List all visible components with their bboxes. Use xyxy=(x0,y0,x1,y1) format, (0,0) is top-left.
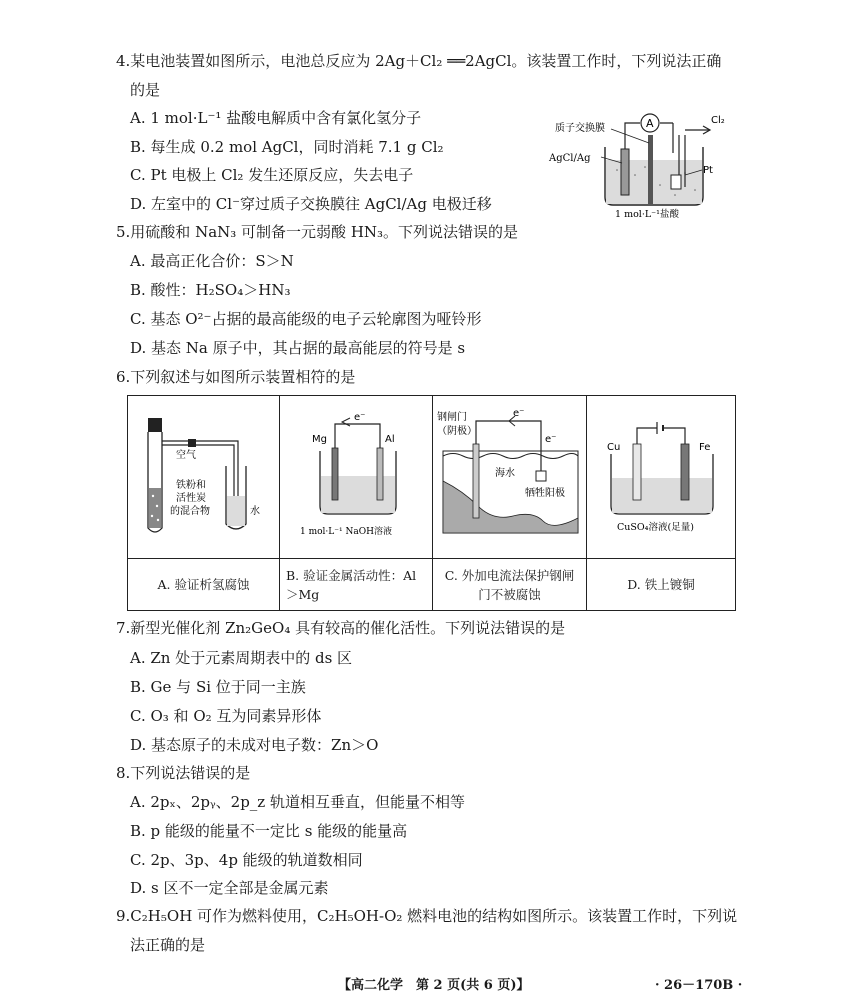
membrane-label: 质子交换膜 xyxy=(555,123,605,134)
fig-c-anode-label: 牺牲阳极 xyxy=(525,488,565,499)
fig-d-fe-label: Fe xyxy=(699,442,711,453)
electrochemical-cell-figure xyxy=(545,105,745,220)
fig-a-mix-label-2: 活性炭 xyxy=(176,493,206,504)
q4-option-d: D. 左室中的 Cl⁻穿过质子交换膜往 AgCl/Ag 电极迁移 xyxy=(130,195,492,213)
fig-d-caption-cell xyxy=(587,559,736,611)
q5-option-b: B. 酸性：H₂SO₄＞HN₃ xyxy=(130,281,291,299)
fig-b-drawing xyxy=(280,396,432,554)
page-footer: 【高二化学 第 2 页(共 6 页)】 xyxy=(338,978,530,993)
fig-a-mix-label-3: 的混合物 xyxy=(170,506,210,517)
q9-stem-line1: 9.C₂H₅OH 可作为燃料使用，C₂H₅OH-O₂ 燃料电池的结构如图所示。该装置工作时，下列说 xyxy=(116,907,738,925)
q7-option-b: B. Ge 与 Si 位于同一主族 xyxy=(130,678,306,696)
fig-a-caption-cell xyxy=(128,559,280,611)
q8-option-d: D. s 区不一定全部是金属元素 xyxy=(130,879,329,897)
fig-d-cu-label: Cu xyxy=(607,442,621,453)
fig-a-cell xyxy=(128,396,280,559)
fig-d-drawing xyxy=(587,396,735,554)
q4-option-c: C. Pt 电极上 Cl₂ 发生还原反应，失去电子 xyxy=(130,166,414,184)
fig-c-caption-cell xyxy=(433,559,587,611)
fig-d-solution-label: CuSO₄溶液(足量) xyxy=(617,522,694,533)
q9-stem-line2: 法正确的是 xyxy=(130,936,206,954)
fig-d-cell xyxy=(587,396,736,559)
fig-c-electron-label-1: e⁻ xyxy=(513,408,525,419)
q8-option-b: B. p 能级的能量不一定比 s 能级的能量高 xyxy=(130,822,408,840)
q5-option-a: A. 最高正化合价：S＞N xyxy=(130,252,294,270)
fig-b-caption-1: B. 验证金属活动性：Al xyxy=(286,567,417,583)
q7-option-d: D. 基态原子的未成对电子数：Zn＞O xyxy=(130,736,379,754)
fig-c-caption-2: 门不被腐蚀 xyxy=(478,586,541,602)
q6-figure-table xyxy=(127,395,736,611)
q6-stem: 6.下列叙述与如图所示装置相符的是 xyxy=(116,368,356,386)
q8-option-c: C. 2p、3p、4p 能级的轨道数相同 xyxy=(130,851,363,869)
q7-option-c: C. O₃ 和 O₂ 互为同素异形体 xyxy=(130,707,322,725)
electrolyte-label: 1 mol·L⁻¹盐酸 xyxy=(615,209,679,220)
q8-stem: 8.下列说法错误的是 xyxy=(116,764,251,782)
fig-c-gate-label: 钢闸门 xyxy=(437,412,467,423)
fig-b-cell xyxy=(280,396,433,559)
fig-a-water-label: 水 xyxy=(250,506,260,517)
chlorine-label: Cl₂ xyxy=(711,115,725,126)
pt-electrode-label: Pt xyxy=(703,165,713,176)
fig-c-caption-1: C. 外加电流法保护钢闸 xyxy=(444,567,575,583)
fig-b-al-label: Al xyxy=(385,434,395,445)
agcl-electrode-label: AgCl/Ag xyxy=(549,153,591,164)
q5-option-c: C. 基态 O²⁻占据的最高能级的电子云轮廓图为哑铃形 xyxy=(130,310,482,328)
fig-b-caption-2: ＞Mg xyxy=(286,586,320,602)
fig-c-seawater-label: 海水 xyxy=(495,468,515,479)
fig-a-caption: A. 验证析氢腐蚀 xyxy=(157,577,250,592)
fig-a-drawing xyxy=(128,396,279,554)
ammeter-label: A xyxy=(646,117,654,130)
q7-stem: 7.新型光催化剂 Zn₂GeO₄ 具有较高的催化活性。下列说法错误的是 xyxy=(116,619,566,637)
q5-option-d: D. 基态 Na 原子中，其占据的最高能层的符号是 s xyxy=(130,339,466,357)
paper-code: · 26－170B · xyxy=(655,978,743,993)
fig-c-electron-label-2: e⁻ xyxy=(545,434,557,445)
q8-option-a: A. 2pₓ、2pᵧ、2p_z 轨道相互垂直，但能量不相等 xyxy=(130,793,465,811)
fig-a-air-label: 空气 xyxy=(176,450,196,461)
fig-d-caption: D. 铁上镀铜 xyxy=(627,577,695,592)
fig-c-cell xyxy=(433,396,587,559)
fig-c-drawing xyxy=(433,396,586,554)
q4-stem-line2: 的是 xyxy=(130,81,161,99)
fig-b-caption-cell xyxy=(280,559,433,611)
fig-c-cathode-label: （阴极） xyxy=(437,426,477,437)
q7-option-a: A. Zn 处于元素周期表中的 ds 区 xyxy=(130,649,353,667)
q5-stem: 5.用硫酸和 NaN₃ 可制备一元弱酸 HN₃。下列说法错误的是 xyxy=(116,223,519,241)
fig-b-electron-label: e⁻ xyxy=(354,412,366,423)
fig-b-solution-label: 1 mol·L⁻¹ NaOH溶液 xyxy=(300,527,392,537)
q4-cell-diagram xyxy=(545,105,745,220)
q4-option-b: B. 每生成 0.2 mol AgCl，同时消耗 7.1 g Cl₂ xyxy=(130,138,444,156)
fig-b-mg-label: Mg xyxy=(312,434,327,445)
q4-stem-line1: 4.某电池装置如图所示，电池总反应为 2Ag＋Cl₂ ══2AgCl。该装置工作时，下列说法正确 xyxy=(116,52,722,70)
fig-a-mix-label-1: 铁粉和 xyxy=(176,480,206,491)
q4-option-a: A. 1 mol·L⁻¹ 盐酸电解质中含有氯化氢分子 xyxy=(130,109,422,127)
